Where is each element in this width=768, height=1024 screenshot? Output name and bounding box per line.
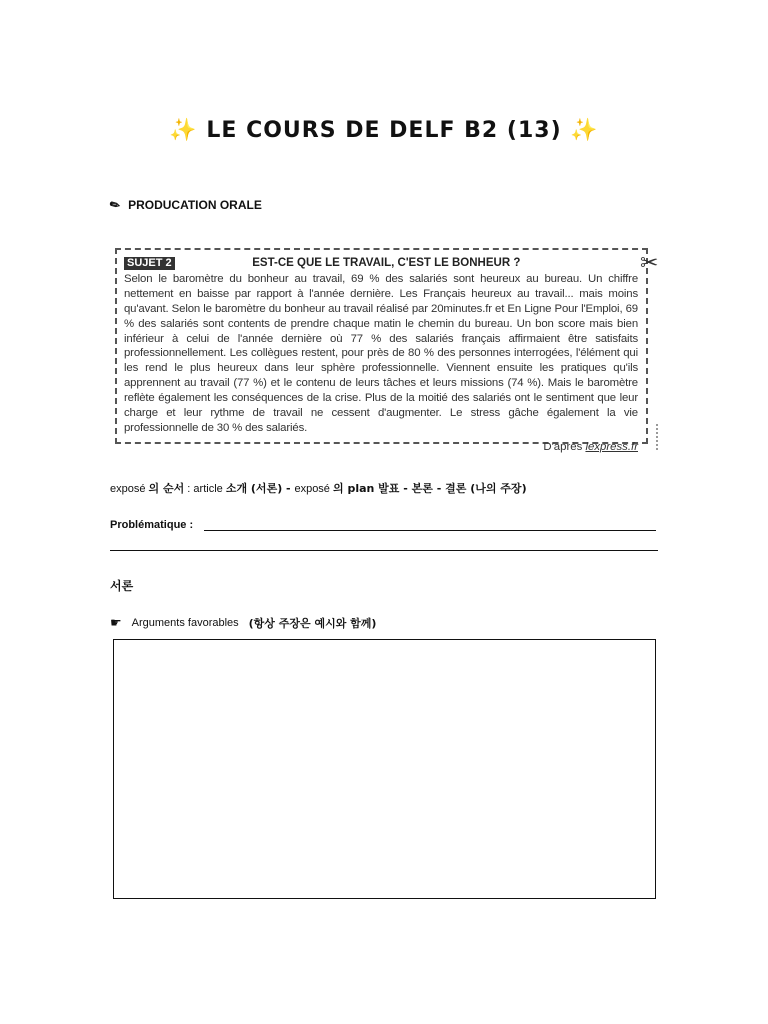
problematique-answer-line[interactable] <box>204 530 656 531</box>
pencil-icon: ✎ <box>107 196 123 214</box>
arguments-heading <box>110 615 376 631</box>
page-title <box>0 118 768 143</box>
problematique-label: Problématique : <box>110 519 194 531</box>
problematique-answer-line[interactable] <box>110 550 658 551</box>
section-heading <box>107 196 262 214</box>
section-label: PRODUCATION ORALE <box>128 198 262 212</box>
sujet-badge: SUJET 2 <box>124 257 175 270</box>
cut-edge-mark <box>656 424 660 450</box>
expose-order-line <box>110 480 527 496</box>
order-part: 의 plan 발표 - 본론 - 결론 (나의 주장) <box>332 482 527 495</box>
sujet-source <box>124 440 638 455</box>
arguments-note: (항상 주장은 예시와 함께) <box>248 617 377 630</box>
order-part: : article <box>184 483 226 495</box>
sujet-body: Selon le baromètre du bonheur au travail, 69 % des salariés sont heureux au bureau. Un chiffre nettement en baisse par rapport à l'année dernière. Les Français heureux au travail... mais moins qu'avant. Selon le baromètre du bonheur au travail réalisé par 20minutes.fr et En Ligne Pour l'Emploi, 69 % des salariés sont contents de prendre chaque matin le chemin du bureau. Un bon score mais bien inférieur à celui de l'année dernière où 77 % des salariés français affirmaient être satisfaits professionnellement. Les collègues restent, pour près de 80 % des personnes interrogées, l'élément qui les rend le plus heureux dans leur sphère professionnelle. Viennent ensuite les pratiques qu'ils apprennent au travail (77 %) et le contenu de leurs tâches et leurs missions (74 %). Mais le baromètre reflète également les conséquences de la crise. Plus de la moitié des salariés ont le sentiment que leur charge et leur rythme de travail ne cessent d'augmenter. Le stress gâche également la vie professionnelle de 30 % des salariés. <box>124 272 638 434</box>
sujet-title: EST-CE QUE LE TRAVAIL, C'EST LE BONHEUR ? <box>252 257 521 269</box>
answer-box[interactable] <box>113 639 656 899</box>
source-prefix: D'après <box>543 440 586 453</box>
scissors-icon: ✂ <box>640 250 659 275</box>
title-text: LE COURS DE DELF B2 (13) <box>206 118 562 143</box>
sparkle-icon: ✨ <box>169 118 198 143</box>
hand-icon: ☛ <box>110 615 122 630</box>
introduction-heading: 서론 <box>110 579 134 593</box>
source-site: lexpress.fr <box>585 440 638 453</box>
order-part: 소개 (서론) - <box>225 482 295 495</box>
sujet-header <box>124 256 638 271</box>
order-part: exposé <box>110 483 149 495</box>
order-part: 의 순서 <box>148 482 185 495</box>
arguments-label: Arguments favorables <box>131 617 239 629</box>
order-part: exposé <box>294 483 333 495</box>
sujet-article-box <box>115 248 648 453</box>
sparkle-icon: ✨ <box>570 118 599 143</box>
